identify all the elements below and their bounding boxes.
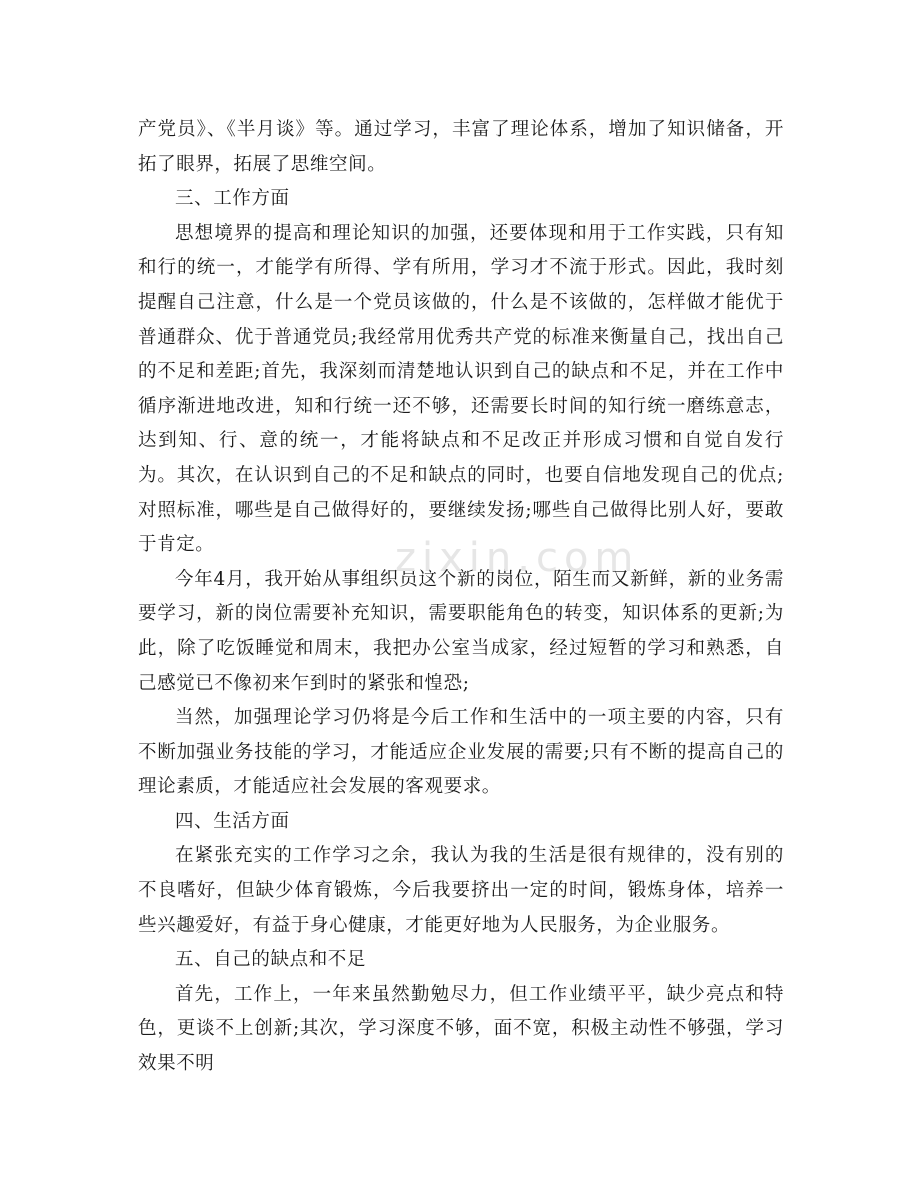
paragraph-new-position: 今年4月，我开始从事组织员这个新的岗位，陌生而又新鲜，新的业务需要学习，新的岗位需要补充知识，需要职能角色的转变，知识体系的更新;为此，除了吃饭睡觉和周末，我把办公室当成家，经过短暂的学习和熟悉，自己感觉已不像初来乍到时的紧张和惶恐; [138,568,784,694]
paragraph-work-practice: 思想境界的提高和理论知识的加强，还要体现和用于工作实践，只有知和行的统一，才能学有所得、学有所用，学习才不流于形式。因此，我时刻提醒自己注意，什么是一个党员该做的，什么是不该做的，怎样做才能优于普通群众、优于普通党员;我经常用优秀共产党的标准来衡量自己，找出自己的不足和差距;首先，我深刻而清楚地认识到自己的缺点和不足，并在工作中循序渐进地改进，知和行统一还不够，还需要长时间的知行统一磨练意志，达到知、行、意的统一，才能将缺点和不足改正并形成习惯和自觉自发行为。其次，在认识到自己的不足和缺点的同时，也要自信地发现自己的优点;对照标准，哪些是自己做得好的，要继续发扬;哪些自己做得比别人好，要敢于肯定。 [138,222,784,556]
section-heading-shortcomings: 五、自己的缺点和不足 [175,949,367,971]
paragraph-life: 在紧张充实的工作学习之余，我认为我的生活是很有规律的，没有别的不良嗜好，但缺少体育锻炼，今后我要挤出一定的时间，锻炼身体，培养一些兴趣爱好，有益于身心健康，才能更好地为人民服务，为企业服务。 [138,845,784,936]
paragraph-continued: 产党员》、《半月谈》等。通过学习，丰富了理论体系，增加了知识储备，开拓了眼界，拓展了思维空间。 [138,119,784,175]
paragraph-theory-study: 当然，加强理论学习仍将是今后工作和生活中的一项主要的内容，只有不断加强业务技能的学习，才能适应企业发展的需要;只有不断的提高自己的理论素质，才能适应社会发展的客观要求。 [138,707,784,798]
section-heading-work: 三、工作方面 [175,188,290,210]
watermark-logo: zixin.com [395,535,640,581]
document-body [138,113,784,1082]
paragraph-shortcomings: 首先，工作上，一年来虽然勤勉尽力，但工作业绩平平，缺少亮点和特色，更谈不上创新;其次，学习深度不够，面不宽，积极主动性不够强，学习效果不明 [138,983,784,1075]
section-heading-life: 四、生活方面 [175,810,290,832]
